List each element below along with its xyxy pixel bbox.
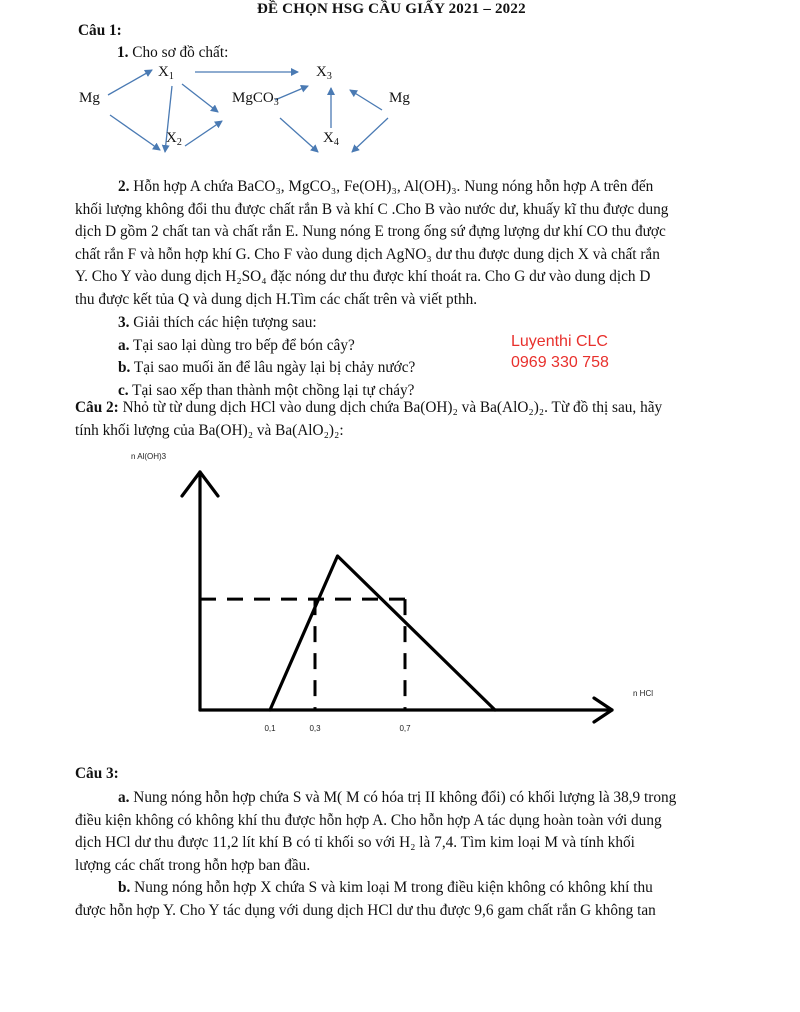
series-line: [270, 556, 495, 710]
node-mg-left: Mg: [79, 90, 100, 106]
x-tick-label: 0,7: [399, 724, 411, 733]
x-axis-label: n HCl: [633, 689, 654, 698]
cau1-q2: 2. Hỗn hợp A chứa BaCO₃, MgCO₃, Fe(OH)₃, Al(OH)₃. Nung nóng hỗn hợp A trên đến khối lượng không đổi thu được chất rắn B và khí C .Cho B vào nước dư, khuấy kĩ thu được dung dịch D gồm 2 chất tan và chất rắn E. Nung nóng E trong ống sứ đựng lượng dư khí CO thu được chất rắn F và hỗn hợp khí G. Cho F vào dung dịch AgNO₃ dư thu được dung dịch X và chất rắn Y. Cho Y vào dung dịch H₂SO₄ đặc nóng dư thu được khí thoát ra. Cho G dư vào dung dịch D thu được kết tủa Q và dung dịch H.Tìm các chất trên và viết pthh.: [75, 178, 669, 308]
cau2-text: Câu 2: Nhỏ từ từ dung dịch HCl vào dung dịch chứa Ba(OH)₂ và Ba(AlO₂)₂. Từ đồ thị sau, hãy tính khối lượng của Ba(OH)₂ và Ba(AlO₂)₂:: [75, 399, 663, 439]
cau3-a: a. Nung nóng hỗn hợp chứa S và M( M có hóa trị II không đổi) có khối lượng là 38,9 trong điều kiện không có không khí thu được hỗn hợp A. Cho hỗn hợp A tác dụng hoàn toàn với dung dịch HCl dư thu được 11,2 lít khí B có tỉ khối so với H₂ là 7,4. Tìm kim loại M và tính khối lượng các chất trong hỗn hợp ban đầu.: [75, 789, 677, 874]
q1-number: 1.: [117, 44, 129, 61]
x-tick-label: 0,3: [309, 724, 321, 733]
node-x3: $X_3$: [316, 64, 332, 82]
node-x4: $X_4$: [323, 130, 339, 148]
y-axis-label: n Al(OH)3: [131, 452, 167, 461]
cau1-q3: 3. Giải thích các hiện tượng sau: a. Tại sao lại dùng tro bếp để bón cây? b. Tại sao muối ăn để lâu ngày lại bị chảy nước? c. Tại sao xếp than thành một chồng lại tự cháy?: [118, 314, 416, 399]
node-mg-right: Mg: [389, 90, 410, 106]
node-mgco3: MgCO$_3$: [232, 90, 279, 108]
cau3-heading: Câu 3:: [75, 765, 119, 782]
page-title: ĐỀ CHỌN HSG CẦU GIẤY 2021 – 2022: [257, 1, 526, 17]
cau1-heading: Câu 1:: [78, 22, 122, 39]
watermark-phone: 0969 330 758: [511, 354, 609, 371]
cau3-b: b. Nung nóng hỗn hợp X chứa S và kim loại M trong điều kiện không có không khí thu được hỗn hợp Y. Cho Y tác dụng với dung dịch HCl dư thu được 9,6 gam chất rắn G không tan: [75, 879, 656, 919]
node-x1: $X_1$: [158, 64, 174, 82]
x-tick-label: 0,1: [264, 724, 276, 733]
watermark-name: Luyenthi CLC: [511, 333, 608, 350]
node-x2: $X_2$: [166, 130, 182, 148]
q1-text: Cho sơ đồ chất:: [128, 44, 229, 61]
